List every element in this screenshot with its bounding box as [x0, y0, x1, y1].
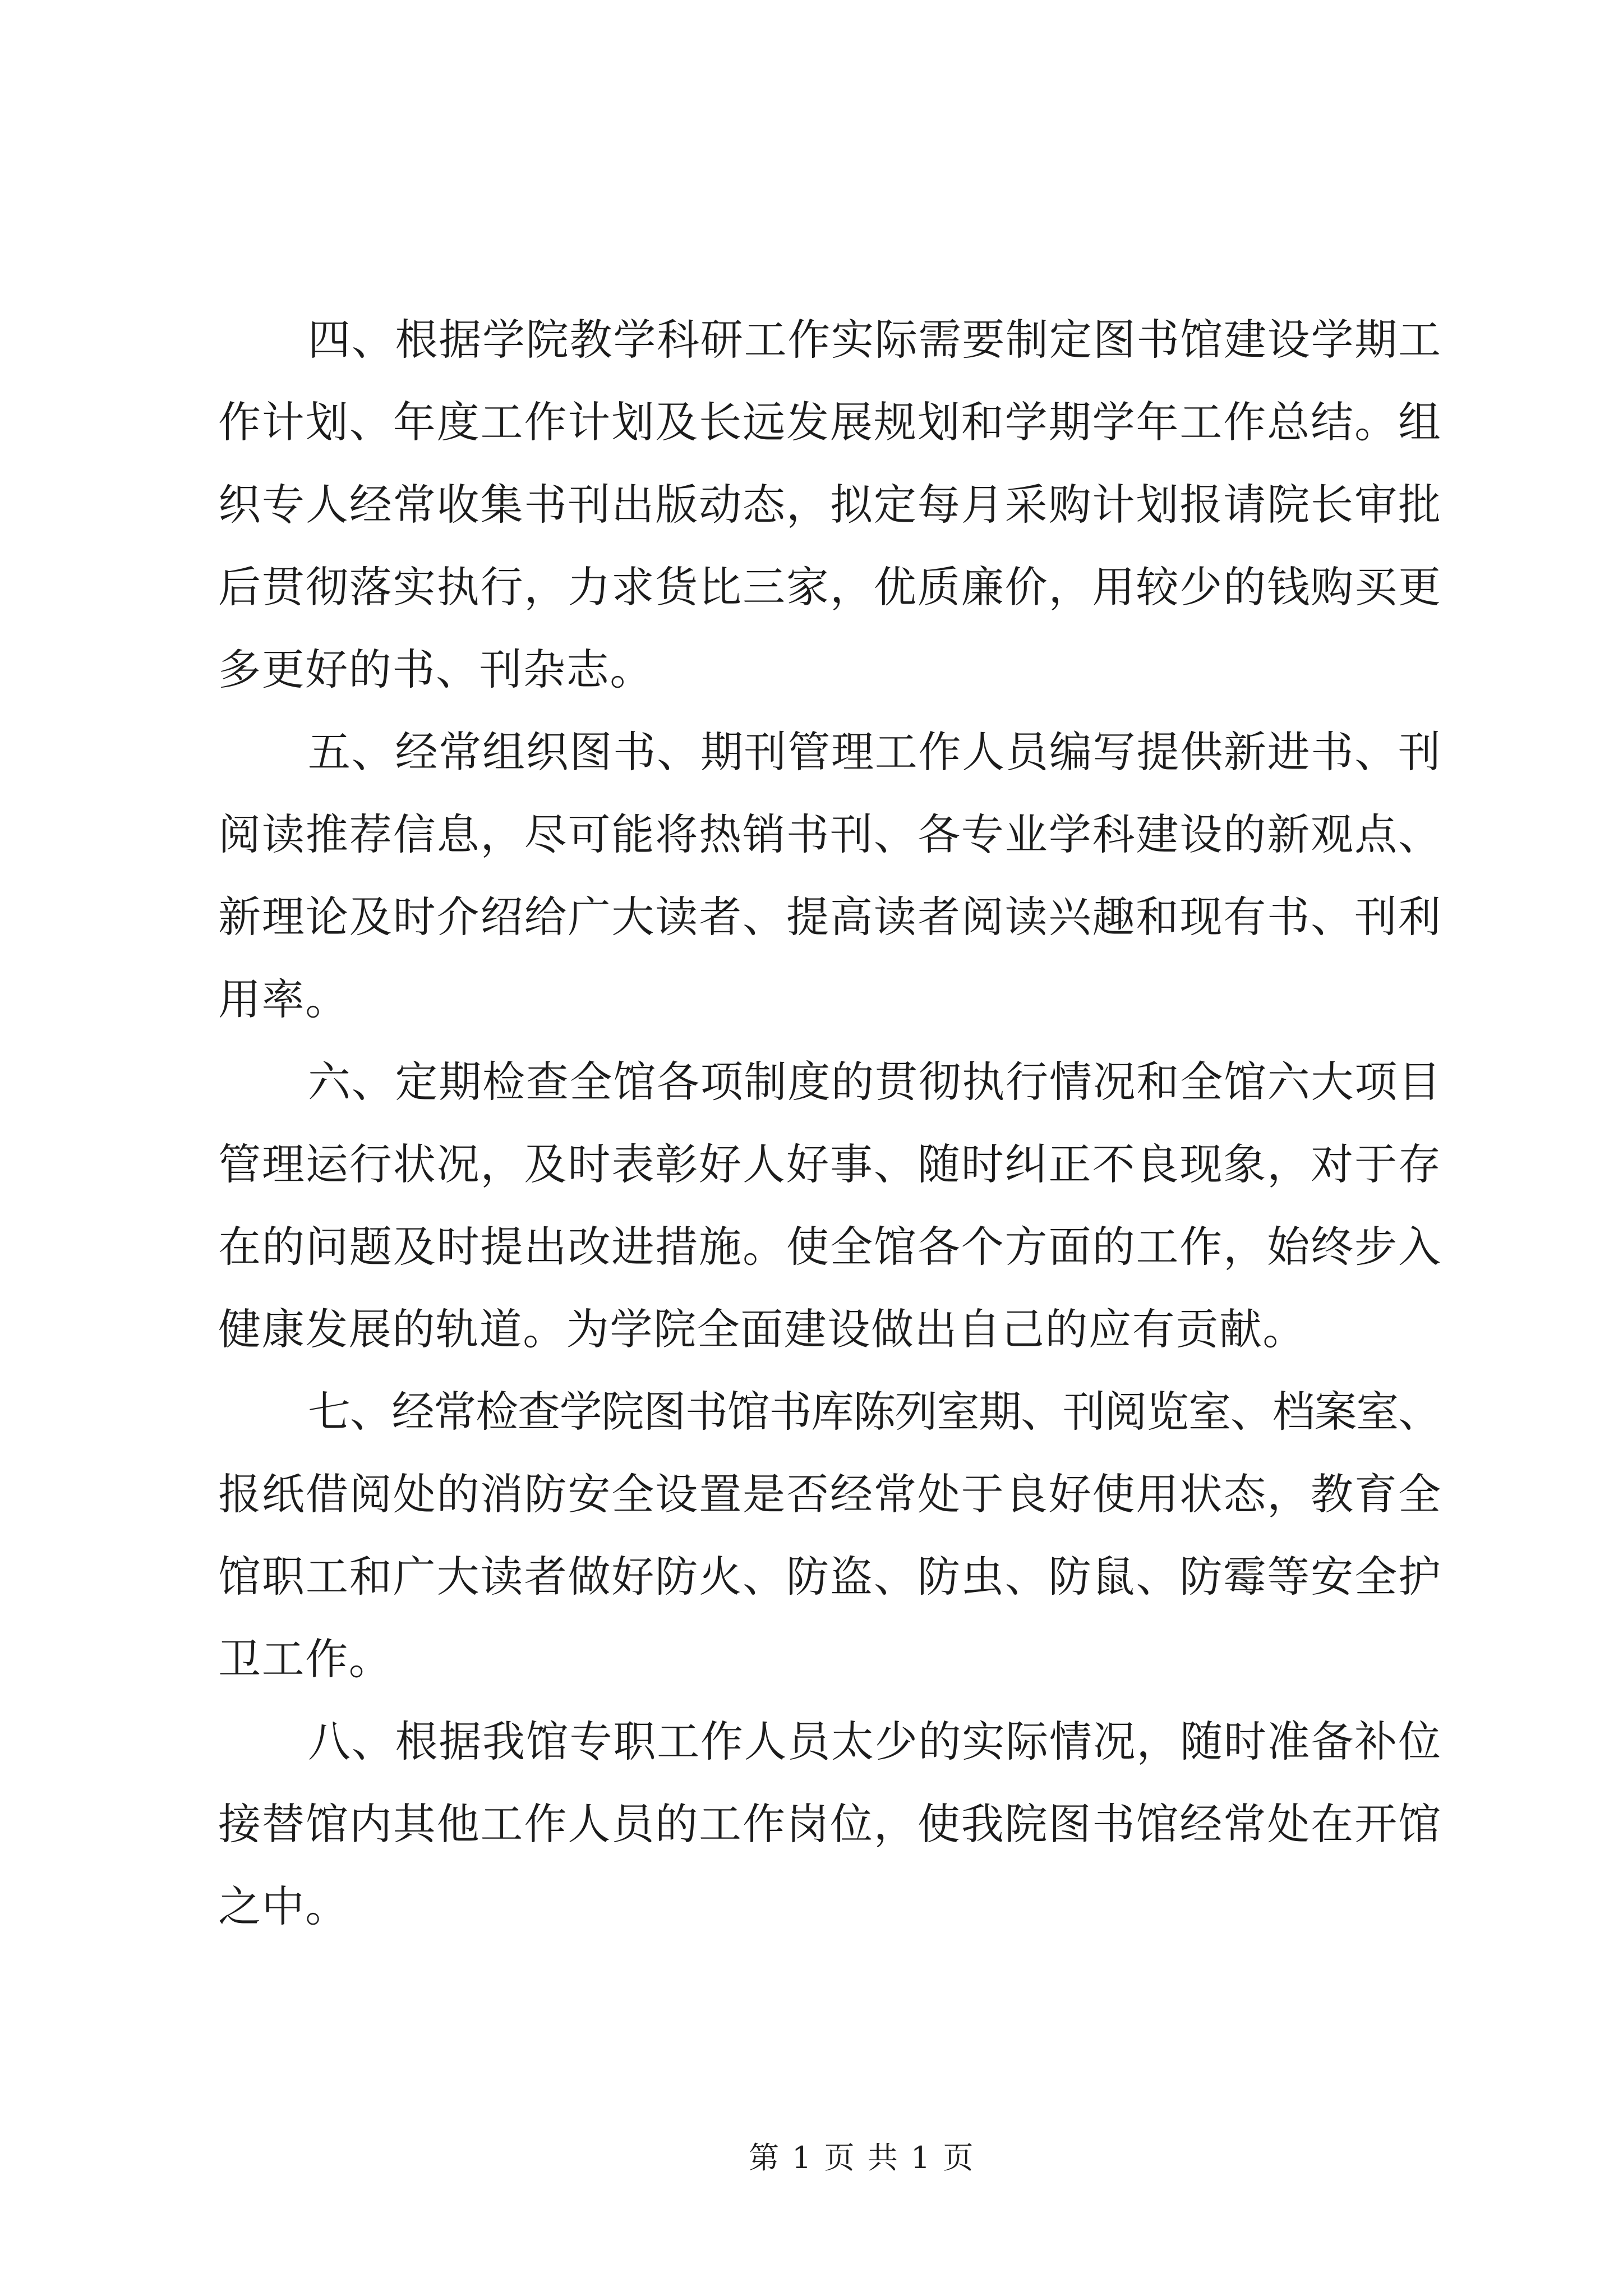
text-line: 多更好的书、刊杂志。: [218, 645, 653, 694]
text-line: 在的问题及时提出改进措施。使全馆各个方面的工作，始终步入: [218, 1222, 1438, 1272]
text-line: 接替馆内其他工作人员的工作岗位，使我院图书馆经常处在开馆: [218, 1799, 1438, 1849]
text-line: 馆职工和广大读者做好防火、防盗、防虫、防鼠、防霉等安全护: [218, 1552, 1438, 1602]
text-line: 八、根据我馆专职工作人员太少的实际情况，随时准备补位: [308, 1717, 1438, 1766]
paragraph: [218, 298, 1438, 711]
page-footer: 第 1 页 共 1 页: [749, 2140, 974, 2175]
text-line: 七、经常检查学院图书馆书库陈列室期、刊阅览室、档案室、: [308, 1387, 1438, 1437]
text-line: 作计划、年度工作计划及长远发展规划和学期学年工作总结。组: [218, 397, 1438, 447]
paragraph: [218, 711, 1438, 1041]
document-body: [218, 298, 1438, 1948]
text-line: 五、经常组织图书、期刊管理工作人员编写提供新进书、刊: [308, 727, 1438, 777]
text-line: 卫工作。: [218, 1634, 393, 1684]
text-line: 新理论及时介绍给广大读者、提高读者阅读兴趣和现有书、刊利: [218, 892, 1438, 942]
text-line: 之中。: [218, 1881, 349, 1931]
text-line: 织专人经常收集书刊出版动态，拟定每月采购计划报请院长审批: [218, 480, 1438, 530]
text-line: 管理运行状况，及时表彰好人好事、随时纠正不良现象，对于存: [218, 1139, 1438, 1189]
paragraph: [218, 1041, 1438, 1370]
text-line: 后贯彻落实执行，力求货比三家，优质廉价，用较少的钱购买更: [218, 562, 1438, 612]
paragraph: [218, 1370, 1438, 1700]
text-line: 六、定期检查全馆各项制度的贯彻执行情况和全馆六大项目: [308, 1057, 1438, 1107]
text-line: 阅读推荐信息，尽可能将热销书刊、各专业学科建设的新观点、: [218, 809, 1438, 859]
paragraph: [218, 1700, 1438, 1948]
text-line: 四、根据学院教学科研工作实际需要制定图书馆建设学期工: [308, 315, 1438, 365]
text-line: 用率。: [218, 974, 349, 1024]
text-line: 报纸借阅处的消防安全设置是否经常处于良好使用状态，教育全: [218, 1469, 1438, 1519]
text-line: 健康发展的轨道。为学院全面建设做出自己的应有贡献。: [218, 1304, 1306, 1354]
